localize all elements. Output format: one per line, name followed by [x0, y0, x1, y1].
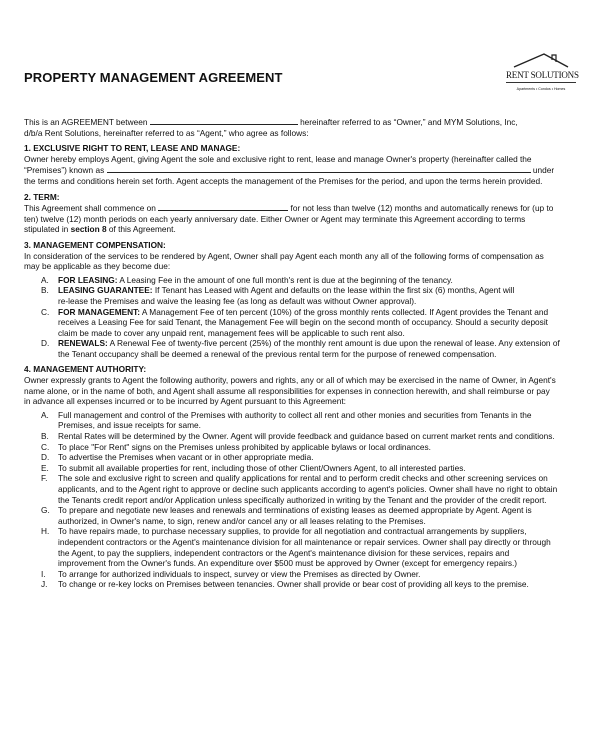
commence-date-blank[interactable]: [158, 202, 288, 211]
list-item: D. RENEWALS: A Renewal Fee of twenty-five percent (25%) of the monthly rent amount is due upon the renewal of lease. Any extension of the Tenant occupancy shall be deemed a renewal of the previous rental term for the purpose of renewed compensation.: [41, 338, 560, 359]
list-item: J. To change or re-key locks on Premises between tenancies. Owner shall provide or bear cost of providing all keys to the premise.: [41, 579, 529, 590]
section-3-line: In consideration of the services to be rendered by Agent, Owner shall pay Agent each month any all of the following forms of compensation as: [24, 250, 544, 261]
logo-tagline: Apartments • Condos • Homes: [506, 82, 576, 95]
section-2-heading: 2. TERM:: [24, 191, 60, 202]
section-1-line: the terms and conditions herein set forth. Agent accepts the management of the Premises for the period, and upon the terms herein provided.: [24, 175, 543, 186]
list-item: F. The sole and exclusive right to screen and qualify applications for rental and to perform credit checks and other screening services on applicants, and to the Agent right to approve or decline such applicants according to agent's policies. Owner shall have no right to obtain the Tenants credit report and/or Application unless specifically authorized in writing by the Tenant and the provider of the credit report.: [41, 473, 558, 505]
section-4-line: name alone, or in the name of both, and Agent shall assume all responsibilities for expenses in connection herewith, and shall reimburse or pay: [24, 385, 550, 396]
list-item: A. FOR LEASING: A Leasing Fee in the amount of one full month's rent is due at the beginning of the tenancy.: [41, 274, 453, 285]
logo-name: RENT SOLUTIONS: [506, 70, 579, 80]
section-1-line: “Premises”) known as under: [24, 165, 555, 176]
list-item: B. Rental Rates will be determined by the Owner. Agent will provide feedback and guidance based on current market rents and conditions.: [41, 431, 555, 442]
owner-name-blank[interactable]: [150, 116, 298, 125]
compensation-list: [24, 275, 572, 360]
list-item: A. Full management and control of the Premises with authority to collect all rent and other monies and securities from Tenants in the Premises, and issue receipts for same.: [41, 409, 532, 431]
page-title: PROPERTY MANAGEMENT AGREEMENT: [24, 70, 283, 85]
list-item: D. To advertise the Premises when vacant or in other appropriate media.: [41, 452, 314, 463]
section-4-line: in advance all expenses incurred or to be incurred by Agent pursuant to this Agreement:: [24, 396, 346, 407]
intro-line-1: This is an AGREEMENT between hereinafter referred to as “Owner,” and MYM Solutions, Inc,: [24, 117, 518, 127]
list-item: B. LEASING GUARANTEE: If Tenant has Leased with Agent and defaults on the lease within the first six (6) months, Agent will re-lease the Premises and waive the leasing fee (as long as default was without Owner approval).: [41, 285, 515, 306]
section-3-heading: 3. MANAGEMENT COMPENSATION:: [24, 239, 166, 250]
company-logo: [506, 52, 579, 92]
section-1-line: Owner hereby employs Agent, giving Agent the sole and exclusive right to rent, lease and manage Owner's property (hereinafter called the: [24, 153, 532, 164]
list-item: I. To arrange for authorized individuals to inspect, survey or view the Premises as directed by Owner.: [41, 568, 421, 579]
section-4-heading: 4. MANAGEMENT AUTHORITY:: [24, 364, 147, 375]
list-item: C. To place "For Rent" signs on the Premises unless prohibited by applicable bylaws or local ordinances.: [41, 441, 431, 452]
list-item: E. To submit all available properties for rent, including those of other Client/Owners Agent, to all interested parties.: [41, 462, 466, 473]
section-2-line: stipulated in section 8 of this Agreement.: [24, 224, 176, 235]
list-item: H. To have repairs made, to purchase necessary supplies, to provide for all negotiation and contractual arrangements by suppliers, independent contractors or the Agent's maintenance division for all maintenance or repair services. Owner shall pay directly or through the Agent, to pay the suppliers, independent contractors or the Agent's maintenance division for these services, repairs and improvement from the Owner's funds. An expenditure over $500 must be approved by Owner (except for emergency repairs.): [41, 526, 551, 569]
section-2-line: This Agreement shall commence on for not less than twelve (12) months and automatically renews for (up to: [24, 203, 554, 214]
list-item: G. To prepare and negotiate new leases and renewals and terminations of existing leases as deemed appropriate by Agent. Agent is authorized, in Owner's name, to sign, renew and/or cancel any or all leases relating to the Premises.: [41, 505, 532, 526]
intro-line-2: d/b/a Rent Solutions, hereinafter referred to as “Agent,” who agree as follows:: [24, 127, 309, 138]
list-item: C. FOR MANAGEMENT: A Management Fee of ten percent (10%) of the gross monthly rents collected. If Agent provides the Tenant and receives a Leasing Fee for said Tenant, the Management Fee will begin on the second month of occupancy. Should a security deposit claim be made to cover any unpaid rent, management fees will be applicable to such rent also.: [41, 306, 549, 338]
section-2-line: ten) twelve (12) month periods on each yearly anniversary date. Either Owner or Agent may terminate this Agreement according to terms: [24, 213, 526, 224]
house-roof-icon: [512, 52, 570, 68]
authority-list: [24, 410, 572, 590]
section-1-heading: 1. EXCLUSIVE RIGHT TO RENT, LEASE AND MANAGE:: [24, 143, 241, 154]
agreement-body: [24, 116, 572, 590]
premises-address-blank[interactable]: [107, 164, 531, 173]
section-4-line: Owner expressly grants to Agent the following authority, powers and rights, any or all of which may be exercised in the name of Owner, in Agent's: [24, 375, 556, 386]
section-3-line: may be applicable as they become due:: [24, 261, 171, 272]
